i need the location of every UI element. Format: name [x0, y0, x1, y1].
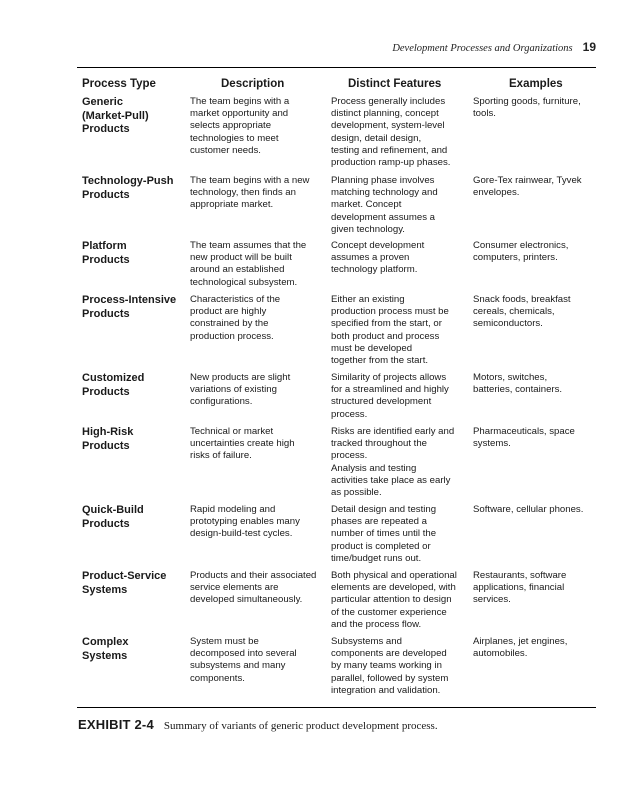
description-cell: Products and their associated service elements are developed simultaneously.	[190, 570, 317, 606]
exhibit-caption-text: Summary of variants of generic product development process.	[163, 720, 438, 732]
column-header-distinct-features: Distinct Features	[348, 78, 442, 90]
column-header-examples: Examples	[509, 78, 563, 90]
features-cell: Risks are identified early and tracked throughout the process. Analysis and testing activities take place as early as possible.	[331, 426, 455, 499]
description-cell: Characteristics of the product are highly constrained by the production process.	[190, 294, 281, 342]
description-cell: The team begins with a market opportunity and selects appropriate technologies to meet customer needs.	[190, 96, 290, 156]
running-header	[392, 40, 596, 54]
features-cell: Either an existing production process must be specified from the start, or both product and process must be developed together from the start.	[331, 294, 449, 367]
examples-cell: Gore-Tex rainwear, Tyvek envelopes.	[473, 175, 582, 199]
exhibit-label: EXHIBIT 2-4	[78, 717, 154, 732]
table-top-rule	[77, 67, 596, 68]
features-cell: Similarity of projects allows for a streamlined and highly structured development process.	[331, 372, 449, 420]
table-bottom-rule	[77, 707, 596, 708]
column-header-description: Description	[221, 78, 285, 90]
examples-cell: Motors, switches, batteries, containers.	[473, 372, 563, 396]
features-cell: Planning phase involves matching technology and market. Concept development assumes a given technology.	[331, 175, 438, 235]
examples-cell: Restaurants, software applications, financial services.	[473, 570, 567, 606]
description-cell: The team assumes that the new product will be built around an established technological subsystem.	[190, 240, 307, 288]
description-cell: New products are slight variations of existing configurations.	[190, 372, 291, 408]
process-type-cell: Platform Products	[82, 240, 130, 266]
features-cell: Concept development assumes a proven technology platform.	[331, 240, 425, 276]
process-type-cell: Customized Products	[82, 372, 145, 398]
process-type-cell: Technology-Push Products	[82, 175, 174, 201]
examples-cell: Airplanes, jet engines, automobiles.	[473, 636, 568, 660]
process-type-cell: Product-Service Systems	[82, 570, 167, 596]
process-type-cell: Quick-Build Products	[82, 504, 144, 530]
description-cell: Rapid modeling and prototyping enables many design-build-test cycles.	[190, 504, 300, 540]
process-type-cell: Complex Systems	[82, 636, 129, 662]
features-cell: Detail design and testing phases are repeated a number of times until the product is completed or time/budget runs out.	[331, 504, 437, 564]
examples-cell: Consumer electronics, computers, printers.	[473, 240, 569, 264]
exhibit-caption	[78, 717, 438, 732]
features-cell: Both physical and operational elements are developed, with particular attention to design of the customer experience and the process flow.	[331, 570, 457, 630]
column-header-process-type: Process Type	[82, 78, 156, 90]
examples-cell: Sporting goods, furniture, tools.	[473, 96, 581, 120]
features-cell: Subsystems and components are developed by many teams working in parallel, followed by system integration and validation.	[331, 636, 449, 696]
examples-cell: Snack foods, breakfast cereals, chemicals, semiconductors.	[473, 294, 571, 330]
description-cell: The team begins with a new technology, then finds an appropriate market.	[190, 175, 310, 211]
description-cell: System must be decomposed into several subsystems and many components.	[190, 636, 297, 684]
examples-cell: Pharmaceuticals, space systems.	[473, 426, 575, 450]
description-cell: Technical or market uncertainties create high risks of failure.	[190, 426, 295, 462]
examples-cell: Software, cellular phones.	[473, 504, 584, 515]
process-type-cell: Process-Intensive Products	[82, 294, 177, 320]
process-type-cell: Generic (Market-Pull) Products	[82, 96, 149, 135]
running-title: Development Processes and Organizations	[392, 43, 573, 54]
features-cell: Process generally includes distinct planning, concept development, system-level design, detail design, testing and refinement, and production ramp-up phases.	[331, 96, 451, 169]
page-number: 19	[582, 40, 596, 54]
process-type-cell: High-Risk Products	[82, 426, 134, 452]
